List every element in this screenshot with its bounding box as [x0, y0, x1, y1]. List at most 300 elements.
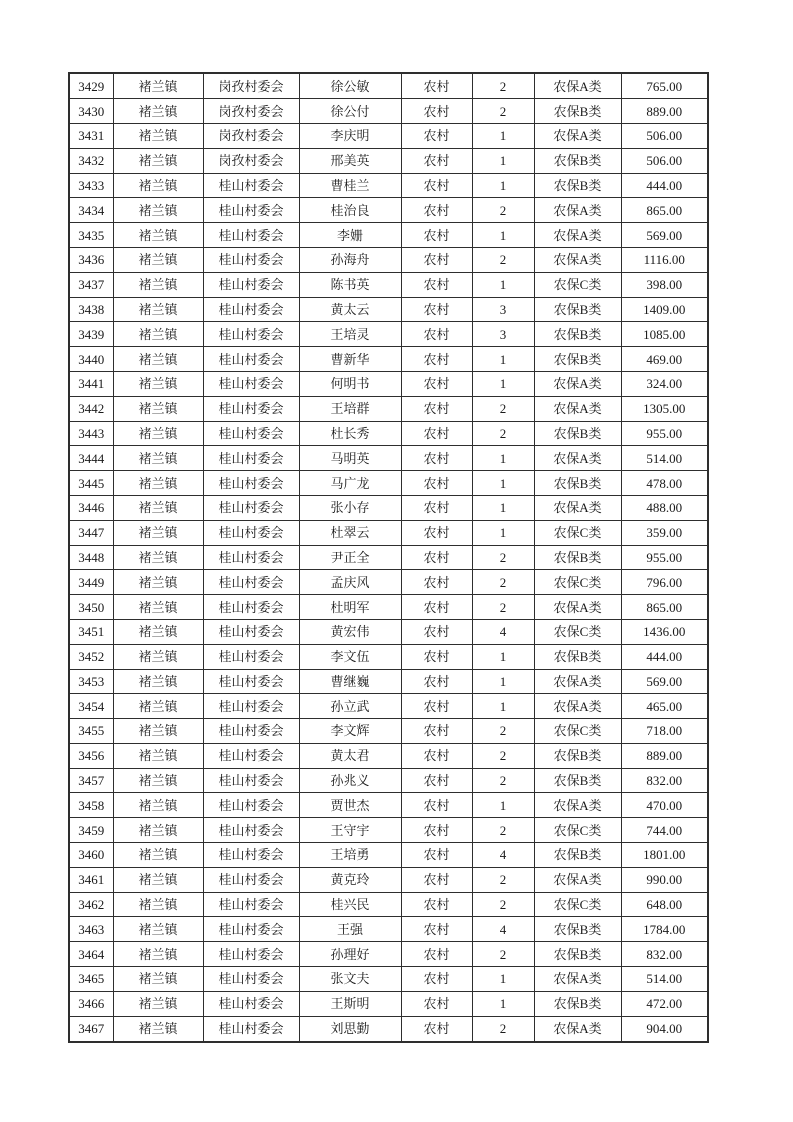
cell-amount: 889.00	[621, 99, 708, 124]
cell-household-type: 农村	[401, 570, 472, 595]
cell-amount: 444.00	[621, 644, 708, 669]
cell-village-committee: 桂山村委会	[203, 694, 299, 719]
cell-village-committee: 桂山村委会	[203, 545, 299, 570]
cell-village-committee: 岗孜村委会	[203, 99, 299, 124]
cell-amount: 359.00	[621, 520, 708, 545]
cell-village-committee: 桂山村委会	[203, 967, 299, 992]
cell-town: 褚兰镇	[113, 1016, 203, 1042]
cell-serial-number: 3435	[69, 223, 113, 248]
cell-person-count: 1	[472, 123, 534, 148]
cell-town: 褚兰镇	[113, 867, 203, 892]
cell-insurance-category: 农保B类	[534, 743, 621, 768]
cell-person-count: 2	[472, 942, 534, 967]
cell-person-name: 陈书英	[299, 272, 401, 297]
cell-town: 褚兰镇	[113, 396, 203, 421]
cell-town: 褚兰镇	[113, 297, 203, 322]
table-row	[69, 991, 708, 1016]
cell-village-committee: 桂山村委会	[203, 297, 299, 322]
cell-insurance-category: 农保C类	[534, 818, 621, 843]
cell-household-type: 农村	[401, 619, 472, 644]
table-row	[69, 967, 708, 992]
cell-household-type: 农村	[401, 247, 472, 272]
cell-insurance-category: 农保A类	[534, 793, 621, 818]
cell-household-type: 农村	[401, 322, 472, 347]
cell-household-type: 农村	[401, 719, 472, 744]
table-row	[69, 73, 708, 99]
cell-village-committee: 桂山村委会	[203, 198, 299, 223]
cell-amount: 1801.00	[621, 843, 708, 868]
cell-town: 褚兰镇	[113, 892, 203, 917]
cell-village-committee: 桂山村委会	[203, 867, 299, 892]
cell-serial-number: 3445	[69, 471, 113, 496]
cell-person-count: 2	[472, 247, 534, 272]
cell-amount: 1085.00	[621, 322, 708, 347]
cell-insurance-category: 农保B类	[534, 148, 621, 173]
cell-household-type: 农村	[401, 793, 472, 818]
cell-insurance-category: 农保A类	[534, 1016, 621, 1042]
cell-insurance-category: 农保B类	[534, 991, 621, 1016]
cell-person-count: 2	[472, 743, 534, 768]
cell-insurance-category: 农保A类	[534, 669, 621, 694]
table-row	[69, 818, 708, 843]
cell-village-committee: 桂山村委会	[203, 768, 299, 793]
cell-person-count: 1	[472, 446, 534, 471]
cell-village-committee: 岗孜村委会	[203, 123, 299, 148]
cell-serial-number: 3464	[69, 942, 113, 967]
cell-serial-number: 3458	[69, 793, 113, 818]
cell-serial-number: 3432	[69, 148, 113, 173]
cell-village-committee: 桂山村委会	[203, 371, 299, 396]
cell-person-count: 2	[472, 595, 534, 620]
cell-town: 褚兰镇	[113, 371, 203, 396]
cell-person-name: 杜翠云	[299, 520, 401, 545]
cell-household-type: 农村	[401, 520, 472, 545]
cell-town: 褚兰镇	[113, 595, 203, 620]
cell-person-name: 李姗	[299, 223, 401, 248]
cell-village-committee: 桂山村委会	[203, 991, 299, 1016]
cell-amount: 832.00	[621, 768, 708, 793]
cell-village-committee: 岗孜村委会	[203, 73, 299, 99]
cell-village-committee: 桂山村委会	[203, 247, 299, 272]
cell-person-count: 4	[472, 843, 534, 868]
cell-village-committee: 桂山村委会	[203, 595, 299, 620]
cell-serial-number: 3462	[69, 892, 113, 917]
cell-person-count: 2	[472, 892, 534, 917]
cell-insurance-category: 农保A类	[534, 967, 621, 992]
cell-amount: 1305.00	[621, 396, 708, 421]
cell-village-committee: 桂山村委会	[203, 1016, 299, 1042]
cell-serial-number: 3460	[69, 843, 113, 868]
cell-person-count: 2	[472, 818, 534, 843]
cell-person-name: 王斯明	[299, 991, 401, 1016]
table-row	[69, 545, 708, 570]
cell-town: 褚兰镇	[113, 991, 203, 1016]
cell-person-name: 张小存	[299, 495, 401, 520]
cell-town: 褚兰镇	[113, 73, 203, 99]
cell-person-count: 1	[472, 272, 534, 297]
cell-amount: 955.00	[621, 545, 708, 570]
cell-household-type: 农村	[401, 272, 472, 297]
cell-serial-number: 3453	[69, 669, 113, 694]
cell-person-name: 杜明军	[299, 595, 401, 620]
cell-person-count: 4	[472, 619, 534, 644]
cell-insurance-category: 农保C类	[534, 619, 621, 644]
cell-amount: 444.00	[621, 173, 708, 198]
cell-village-committee: 桂山村委会	[203, 173, 299, 198]
cell-person-count: 1	[472, 371, 534, 396]
table-row	[69, 719, 708, 744]
table-row	[69, 843, 708, 868]
cell-town: 褚兰镇	[113, 694, 203, 719]
cell-serial-number: 3442	[69, 396, 113, 421]
cell-person-name: 李文伍	[299, 644, 401, 669]
cell-town: 褚兰镇	[113, 545, 203, 570]
cell-person-name: 李庆明	[299, 123, 401, 148]
cell-household-type: 农村	[401, 595, 472, 620]
cell-insurance-category: 农保C类	[534, 892, 621, 917]
cell-person-count: 2	[472, 1016, 534, 1042]
cell-amount: 990.00	[621, 867, 708, 892]
cell-person-count: 2	[472, 545, 534, 570]
cell-insurance-category: 农保B类	[534, 644, 621, 669]
cell-household-type: 农村	[401, 843, 472, 868]
cell-insurance-category: 农保A类	[534, 371, 621, 396]
cell-person-name: 孙兆义	[299, 768, 401, 793]
cell-insurance-category: 农保B类	[534, 942, 621, 967]
cell-amount: 398.00	[621, 272, 708, 297]
cell-person-name: 李文辉	[299, 719, 401, 744]
cell-insurance-category: 农保A类	[534, 867, 621, 892]
cell-serial-number: 3457	[69, 768, 113, 793]
records-table	[68, 72, 709, 1043]
cell-town: 褚兰镇	[113, 471, 203, 496]
cell-town: 褚兰镇	[113, 843, 203, 868]
cell-serial-number: 3451	[69, 619, 113, 644]
cell-insurance-category: 农保A类	[534, 446, 621, 471]
cell-person-name: 王培灵	[299, 322, 401, 347]
cell-person-count: 1	[472, 991, 534, 1016]
cell-person-name: 曹桂兰	[299, 173, 401, 198]
cell-person-name: 王培群	[299, 396, 401, 421]
cell-household-type: 农村	[401, 669, 472, 694]
cell-person-name: 王培勇	[299, 843, 401, 868]
cell-amount: 1436.00	[621, 619, 708, 644]
table-row	[69, 198, 708, 223]
table-row	[69, 495, 708, 520]
cell-person-name: 黄太君	[299, 743, 401, 768]
cell-town: 褚兰镇	[113, 421, 203, 446]
cell-household-type: 农村	[401, 545, 472, 570]
cell-village-committee: 桂山村委会	[203, 495, 299, 520]
table-row	[69, 1016, 708, 1042]
cell-village-committee: 桂山村委会	[203, 347, 299, 372]
cell-serial-number: 3449	[69, 570, 113, 595]
cell-household-type: 农村	[401, 223, 472, 248]
cell-serial-number: 3447	[69, 520, 113, 545]
cell-household-type: 农村	[401, 471, 472, 496]
cell-person-count: 1	[472, 669, 534, 694]
cell-amount: 865.00	[621, 198, 708, 223]
cell-village-committee: 桂山村委会	[203, 396, 299, 421]
table-row	[69, 421, 708, 446]
cell-town: 褚兰镇	[113, 322, 203, 347]
cell-insurance-category: 农保A类	[534, 247, 621, 272]
cell-amount: 744.00	[621, 818, 708, 843]
cell-person-name: 刘思勤	[299, 1016, 401, 1042]
cell-person-count: 2	[472, 421, 534, 446]
cell-village-committee: 桂山村委会	[203, 719, 299, 744]
cell-amount: 478.00	[621, 471, 708, 496]
cell-household-type: 农村	[401, 173, 472, 198]
cell-person-name: 桂治良	[299, 198, 401, 223]
cell-town: 褚兰镇	[113, 942, 203, 967]
table-row	[69, 917, 708, 942]
cell-amount: 506.00	[621, 148, 708, 173]
cell-serial-number: 3465	[69, 967, 113, 992]
cell-person-name: 曹继巍	[299, 669, 401, 694]
cell-person-count: 2	[472, 396, 534, 421]
cell-serial-number: 3466	[69, 991, 113, 1016]
cell-household-type: 农村	[401, 371, 472, 396]
cell-serial-number: 3452	[69, 644, 113, 669]
table-row	[69, 892, 708, 917]
table-row	[69, 942, 708, 967]
table-row	[69, 595, 708, 620]
cell-insurance-category: 农保A类	[534, 694, 621, 719]
cell-serial-number: 3437	[69, 272, 113, 297]
cell-insurance-category: 农保C类	[534, 520, 621, 545]
cell-person-name: 黄太云	[299, 297, 401, 322]
cell-person-name: 贾世杰	[299, 793, 401, 818]
cell-amount: 955.00	[621, 421, 708, 446]
cell-town: 褚兰镇	[113, 644, 203, 669]
cell-household-type: 农村	[401, 942, 472, 967]
cell-household-type: 农村	[401, 818, 472, 843]
cell-serial-number: 3443	[69, 421, 113, 446]
cell-town: 褚兰镇	[113, 793, 203, 818]
cell-person-count: 2	[472, 768, 534, 793]
cell-person-name: 桂兴民	[299, 892, 401, 917]
cell-amount: 904.00	[621, 1016, 708, 1042]
cell-household-type: 农村	[401, 743, 472, 768]
cell-town: 褚兰镇	[113, 148, 203, 173]
cell-person-name: 孙理好	[299, 942, 401, 967]
cell-person-count: 1	[472, 471, 534, 496]
cell-insurance-category: 农保B类	[534, 297, 621, 322]
cell-town: 褚兰镇	[113, 768, 203, 793]
cell-person-name: 孟庆风	[299, 570, 401, 595]
cell-amount: 569.00	[621, 669, 708, 694]
cell-insurance-category: 农保B类	[534, 768, 621, 793]
cell-serial-number: 3450	[69, 595, 113, 620]
cell-town: 褚兰镇	[113, 520, 203, 545]
cell-person-count: 1	[472, 223, 534, 248]
cell-village-committee: 桂山村委会	[203, 843, 299, 868]
cell-village-committee: 桂山村委会	[203, 892, 299, 917]
cell-village-committee: 桂山村委会	[203, 793, 299, 818]
cell-town: 褚兰镇	[113, 818, 203, 843]
cell-person-name: 黄宏伟	[299, 619, 401, 644]
cell-person-name: 何明书	[299, 371, 401, 396]
cell-household-type: 农村	[401, 644, 472, 669]
cell-person-count: 2	[472, 198, 534, 223]
cell-amount: 648.00	[621, 892, 708, 917]
cell-household-type: 农村	[401, 694, 472, 719]
table-row	[69, 297, 708, 322]
cell-amount: 1409.00	[621, 297, 708, 322]
cell-town: 褚兰镇	[113, 347, 203, 372]
cell-person-name: 马明英	[299, 446, 401, 471]
cell-town: 褚兰镇	[113, 719, 203, 744]
cell-household-type: 农村	[401, 396, 472, 421]
cell-town: 褚兰镇	[113, 446, 203, 471]
cell-village-committee: 桂山村委会	[203, 322, 299, 347]
cell-person-count: 4	[472, 917, 534, 942]
cell-amount: 470.00	[621, 793, 708, 818]
cell-insurance-category: 农保B类	[534, 347, 621, 372]
table-row	[69, 644, 708, 669]
cell-town: 褚兰镇	[113, 917, 203, 942]
cell-town: 褚兰镇	[113, 967, 203, 992]
cell-serial-number: 3454	[69, 694, 113, 719]
table-row	[69, 793, 708, 818]
table-row	[69, 148, 708, 173]
cell-serial-number: 3455	[69, 719, 113, 744]
cell-person-count: 1	[472, 495, 534, 520]
cell-amount: 506.00	[621, 123, 708, 148]
cell-village-committee: 桂山村委会	[203, 272, 299, 297]
cell-town: 褚兰镇	[113, 495, 203, 520]
cell-town: 褚兰镇	[113, 272, 203, 297]
cell-household-type: 农村	[401, 892, 472, 917]
table-row	[69, 867, 708, 892]
cell-household-type: 农村	[401, 867, 472, 892]
table-row	[69, 173, 708, 198]
cell-insurance-category: 农保A类	[534, 123, 621, 148]
cell-serial-number: 3439	[69, 322, 113, 347]
cell-person-count: 1	[472, 148, 534, 173]
table-row	[69, 446, 708, 471]
cell-insurance-category: 农保B类	[534, 471, 621, 496]
table-row	[69, 570, 708, 595]
cell-amount: 718.00	[621, 719, 708, 744]
cell-village-committee: 桂山村委会	[203, 520, 299, 545]
cell-insurance-category: 农保B类	[534, 917, 621, 942]
table-row	[69, 768, 708, 793]
cell-village-committee: 桂山村委会	[203, 619, 299, 644]
cell-person-count: 1	[472, 967, 534, 992]
cell-person-count: 2	[472, 719, 534, 744]
cell-village-committee: 桂山村委会	[203, 644, 299, 669]
table-row	[69, 223, 708, 248]
cell-serial-number: 3431	[69, 123, 113, 148]
cell-household-type: 农村	[401, 768, 472, 793]
cell-household-type: 农村	[401, 198, 472, 223]
cell-town: 褚兰镇	[113, 570, 203, 595]
cell-insurance-category: 农保B类	[534, 545, 621, 570]
cell-village-committee: 桂山村委会	[203, 669, 299, 694]
cell-insurance-category: 农保C类	[534, 570, 621, 595]
cell-town: 褚兰镇	[113, 247, 203, 272]
cell-household-type: 农村	[401, 297, 472, 322]
cell-household-type: 农村	[401, 967, 472, 992]
cell-person-name: 黄克玲	[299, 867, 401, 892]
cell-household-type: 农村	[401, 917, 472, 942]
cell-insurance-category: 农保A类	[534, 495, 621, 520]
cell-household-type: 农村	[401, 99, 472, 124]
cell-serial-number: 3430	[69, 99, 113, 124]
cell-town: 褚兰镇	[113, 99, 203, 124]
cell-serial-number: 3434	[69, 198, 113, 223]
cell-amount: 465.00	[621, 694, 708, 719]
cell-insurance-category: 农保B类	[534, 421, 621, 446]
cell-town: 褚兰镇	[113, 198, 203, 223]
cell-amount: 1784.00	[621, 917, 708, 942]
cell-village-committee: 桂山村委会	[203, 446, 299, 471]
cell-person-name: 徐公付	[299, 99, 401, 124]
cell-serial-number: 3448	[69, 545, 113, 570]
cell-town: 褚兰镇	[113, 173, 203, 198]
cell-insurance-category: 农保C类	[534, 719, 621, 744]
cell-serial-number: 3433	[69, 173, 113, 198]
cell-person-count: 3	[472, 297, 534, 322]
cell-insurance-category: 农保A类	[534, 198, 621, 223]
cell-village-committee: 桂山村委会	[203, 917, 299, 942]
cell-person-count: 1	[472, 644, 534, 669]
cell-person-count: 1	[472, 347, 534, 372]
cell-amount: 796.00	[621, 570, 708, 595]
cell-person-count: 1	[472, 793, 534, 818]
cell-person-count: 2	[472, 570, 534, 595]
cell-person-count: 2	[472, 73, 534, 99]
cell-person-name: 马广龙	[299, 471, 401, 496]
cell-person-count: 2	[472, 867, 534, 892]
cell-amount: 569.00	[621, 223, 708, 248]
cell-village-committee: 桂山村委会	[203, 942, 299, 967]
cell-person-name: 孙海舟	[299, 247, 401, 272]
cell-insurance-category: 农保B类	[534, 173, 621, 198]
cell-town: 褚兰镇	[113, 223, 203, 248]
cell-amount: 514.00	[621, 967, 708, 992]
cell-serial-number: 3459	[69, 818, 113, 843]
cell-serial-number: 3436	[69, 247, 113, 272]
cell-town: 褚兰镇	[113, 619, 203, 644]
cell-household-type: 农村	[401, 421, 472, 446]
cell-person-name: 徐公敏	[299, 73, 401, 99]
cell-village-committee: 桂山村委会	[203, 818, 299, 843]
cell-person-name: 邢美英	[299, 148, 401, 173]
cell-town: 褚兰镇	[113, 669, 203, 694]
cell-person-name: 王强	[299, 917, 401, 942]
table-row	[69, 619, 708, 644]
cell-serial-number: 3441	[69, 371, 113, 396]
cell-town: 褚兰镇	[113, 743, 203, 768]
cell-village-committee: 桂山村委会	[203, 570, 299, 595]
cell-village-committee: 岗孜村委会	[203, 148, 299, 173]
table-row	[69, 669, 708, 694]
table-row	[69, 396, 708, 421]
table-row	[69, 347, 708, 372]
cell-insurance-category: 农保C类	[534, 272, 621, 297]
cell-serial-number: 3440	[69, 347, 113, 372]
cell-town: 褚兰镇	[113, 123, 203, 148]
table-row	[69, 272, 708, 297]
cell-household-type: 农村	[401, 991, 472, 1016]
cell-household-type: 农村	[401, 73, 472, 99]
cell-amount: 469.00	[621, 347, 708, 372]
cell-insurance-category: 农保A类	[534, 73, 621, 99]
cell-person-count: 1	[472, 520, 534, 545]
